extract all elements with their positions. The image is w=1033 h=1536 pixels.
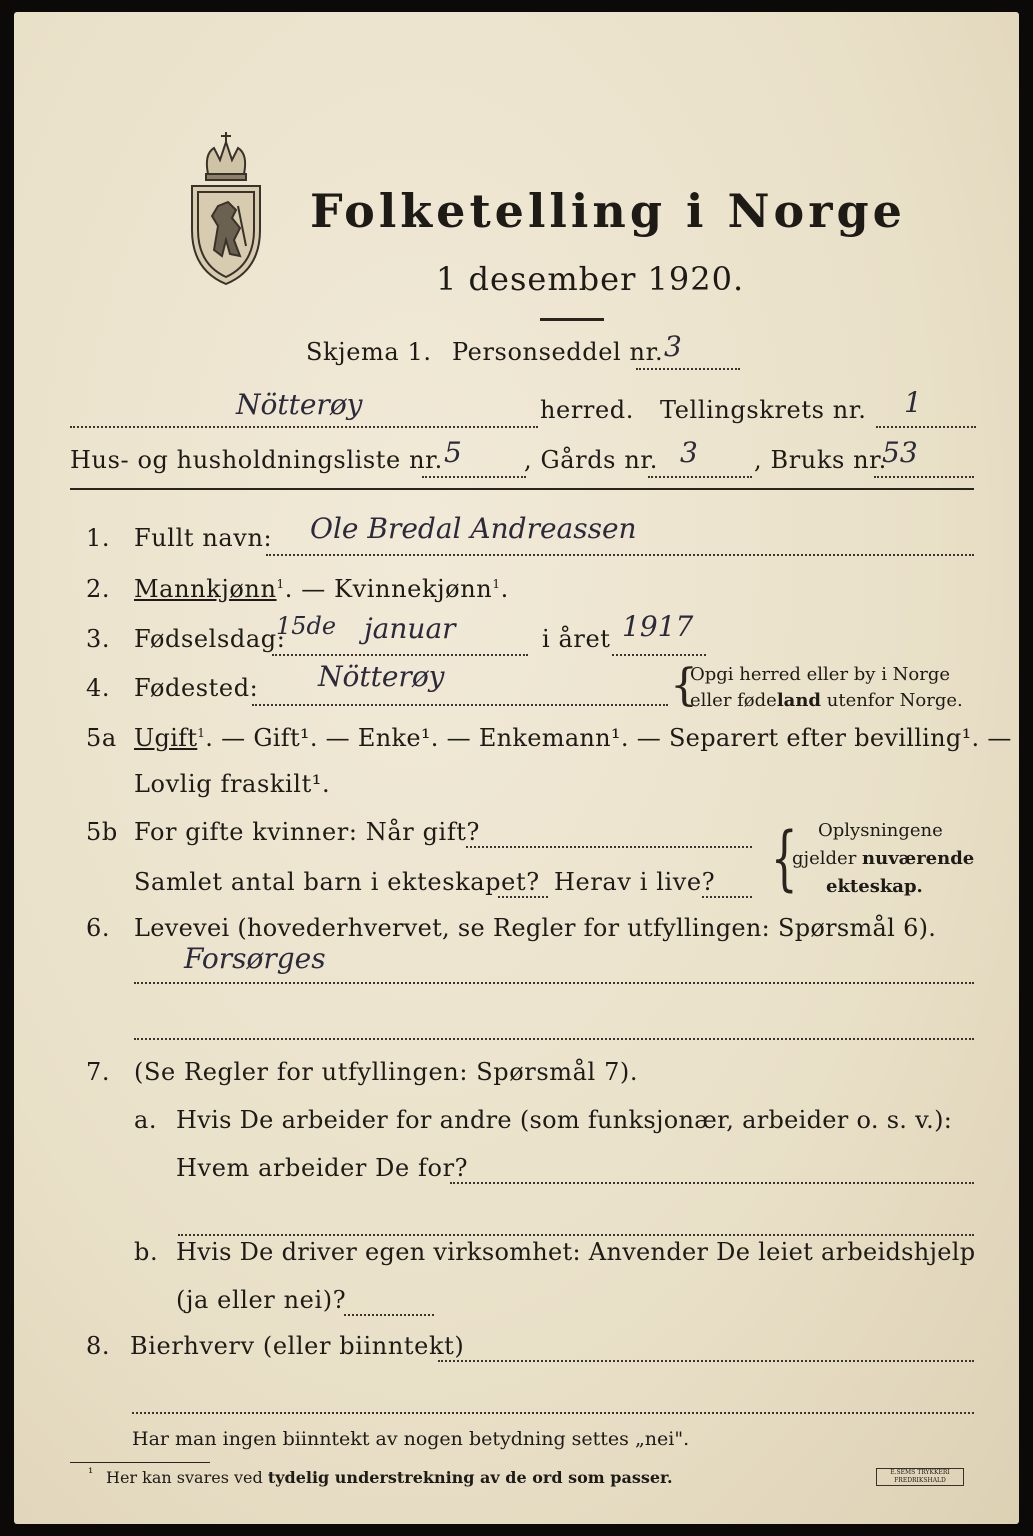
option-mannkjonn: Mannkjønn xyxy=(134,575,277,603)
census-date: 1 desember 1920. xyxy=(436,260,745,298)
husliste-number: 5 xyxy=(444,436,462,469)
header-divider xyxy=(70,488,974,490)
q5a-number: 5a xyxy=(86,724,117,752)
q6-number: 6. xyxy=(86,914,111,942)
q7b-line1: Hvis De driver egen virksomhet: Anvender De leiet arbeidshjelp xyxy=(176,1238,976,1266)
q6-label: Levevei (hovederhvervet, se Regler for utfyllingen: Spørsmål 6). xyxy=(134,914,937,942)
husliste-label: Hus- og husholdningsliste nr. xyxy=(70,446,443,474)
q8-label: Bierhverv (eller biinntekt) xyxy=(130,1332,465,1360)
q2-options: Mannkjønn$^1$. — Kvinnekjønn$^1$. xyxy=(134,575,509,603)
form-title: Folketelling i Norge xyxy=(310,184,906,238)
birthplace-value: Nötterøy xyxy=(318,660,445,693)
q4-label: Fødested: xyxy=(134,674,259,702)
q5a-options: Ugift$^1$. — Gift¹. — Enke¹. — Enkemann¹. — Separert efter bevilling¹. — xyxy=(134,724,1012,752)
q8-number: 8. xyxy=(86,1332,111,1360)
q5a-line2: Lovlig fraskilt¹. xyxy=(134,770,331,798)
q1-label: Fullt navn: xyxy=(134,524,273,552)
q4-note-line2: eller fødeland utenfor Norge. xyxy=(690,690,963,711)
tellingskrets-number: 1 xyxy=(904,386,922,419)
census-form-page xyxy=(14,12,1019,1524)
q7-label: (Se Regler for utfyllingen: Spørsmål 7). xyxy=(134,1058,639,1086)
q5b-label-married: For gifte kvinner: Når gift? xyxy=(134,818,481,846)
q5b-brace: { xyxy=(770,817,798,899)
q3-label: Fødselsdag: xyxy=(134,625,286,653)
option-ugift: Ugift xyxy=(134,724,198,752)
footnote-divider xyxy=(70,1462,210,1463)
q5b-number: 5b xyxy=(86,818,118,846)
q5b-note-line3: ekteskap. xyxy=(826,876,923,897)
q5b-note-line1: Oplysningene xyxy=(818,820,943,841)
q4-brace: { xyxy=(670,660,698,711)
q7b-line2: (ja eller nei)? xyxy=(176,1286,347,1314)
q4-number: 4. xyxy=(86,674,111,702)
personseddel-label: Personseddel nr. xyxy=(452,338,664,366)
birth-year-value: 1917 xyxy=(622,610,694,643)
q2-number: 2. xyxy=(86,575,111,603)
bruks-number: 53 xyxy=(882,436,918,469)
q7b-letter: b. xyxy=(134,1238,159,1266)
skjema-label: Skjema 1. xyxy=(306,338,432,366)
footnote-mark: ¹ xyxy=(88,1466,94,1481)
full-name-value: Ole Bredal Andreassen xyxy=(310,512,637,545)
q4-note-line1: Opgi herred eller by i Norge xyxy=(690,664,951,685)
birth-day-value: 15de xyxy=(276,612,337,640)
tellingskrets-label: Tellingskrets nr. xyxy=(660,396,867,424)
footnote-text: Her kan svares ved tydelig understrekning av de ord som passer. xyxy=(106,1468,673,1487)
q5b-note-line2: gjelder nuværende xyxy=(792,848,975,869)
birth-month-value: januar xyxy=(364,612,456,645)
q1-number: 1. xyxy=(86,524,111,552)
footer-note: Har man ingen biinntekt av nogen betydning settes „nei". xyxy=(132,1428,690,1450)
title-divider xyxy=(540,318,604,321)
q7a-line1: Hvis De arbeider for andre (som funksjonær, arbeider o. s. v.): xyxy=(176,1106,953,1134)
herred-label: herred. xyxy=(540,396,635,424)
q5b-label-alive: Herav i live? xyxy=(554,868,716,896)
q7a-line2: Hvem arbeider De for? xyxy=(176,1154,469,1182)
q3-year-label: i året xyxy=(542,625,611,653)
bruks-label: , Bruks nr. xyxy=(754,446,887,474)
herred-value: Nötterøy xyxy=(236,388,363,421)
coat-of-arms-icon xyxy=(184,130,268,288)
q7a-letter: a. xyxy=(134,1106,158,1134)
personseddel-number: 3 xyxy=(664,330,682,363)
gards-label: , Gårds nr. xyxy=(524,446,659,474)
printer-stamp: E.SEMS TRYKKERI FREDRIKSHALD xyxy=(876,1468,964,1486)
q7-number: 7. xyxy=(86,1058,111,1086)
option-kvinnekjonn: Kvinnekjønn xyxy=(334,575,493,603)
q5b-label-children: Samlet antal barn i ekteskapet? xyxy=(134,868,540,896)
q3-number: 3. xyxy=(86,625,111,653)
occupation-value: Forsørges xyxy=(184,942,326,975)
gards-number: 3 xyxy=(680,436,698,469)
